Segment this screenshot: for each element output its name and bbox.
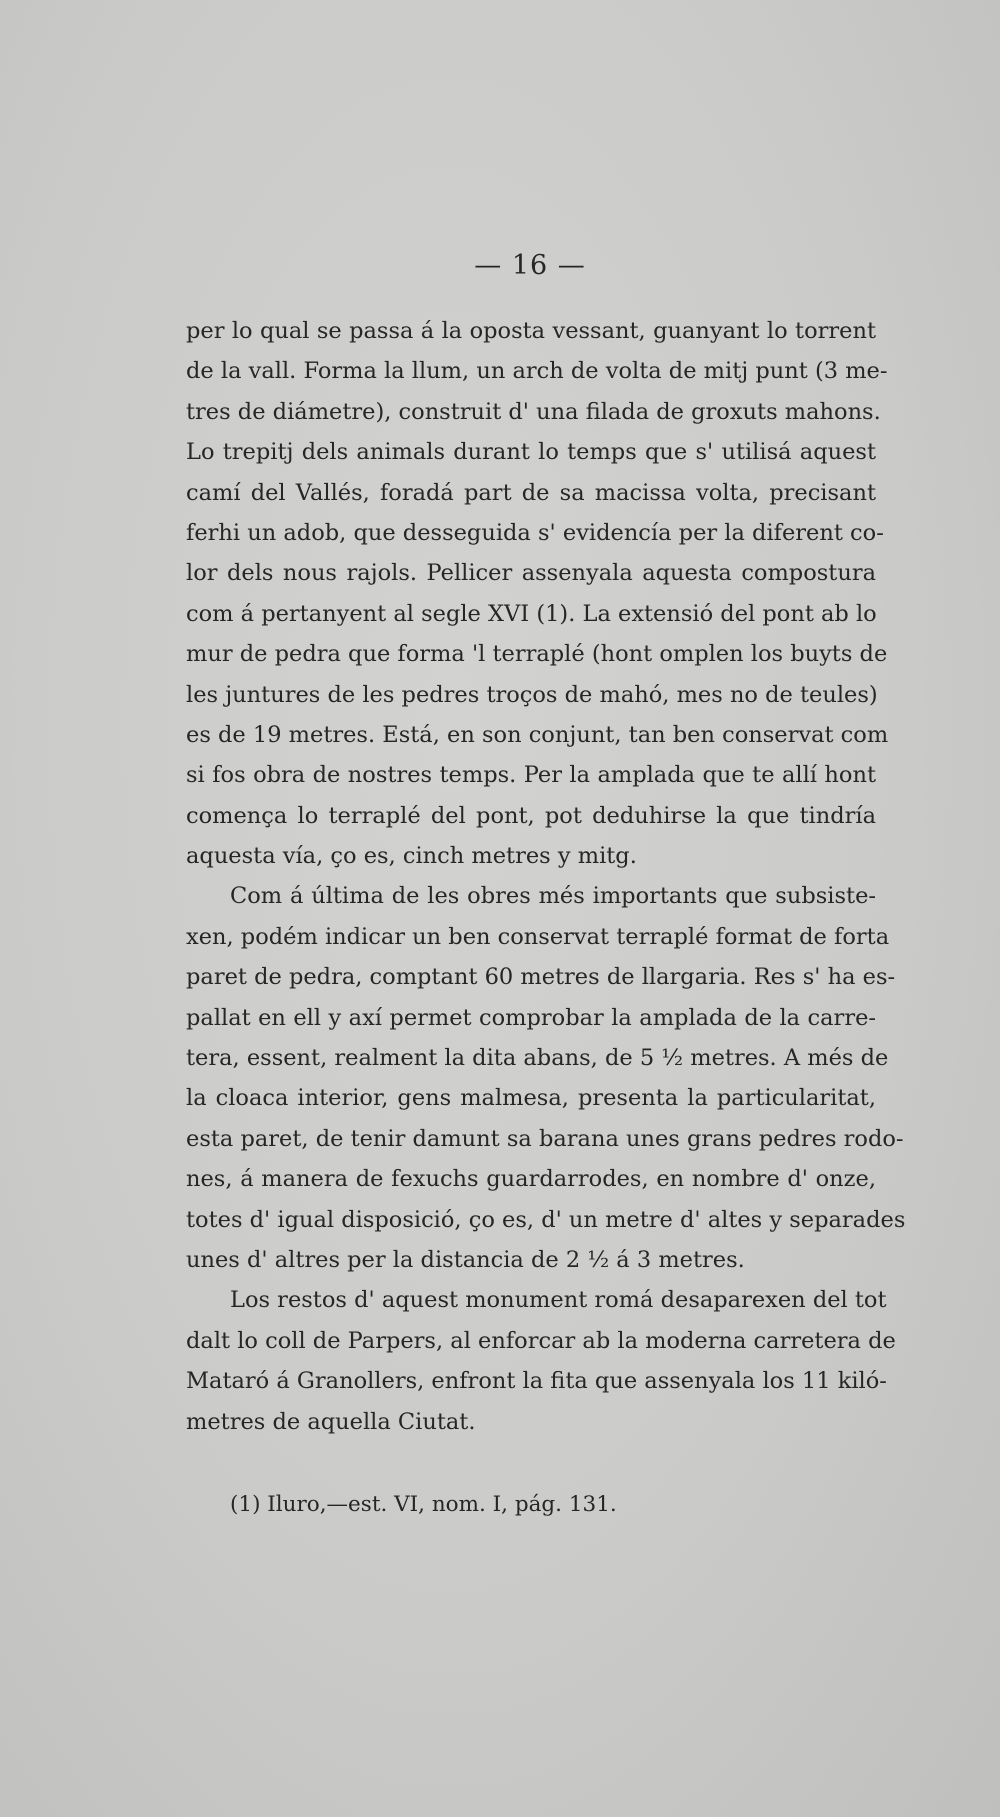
text-line: Lo trepitj dels animals durant lo temps que s' utilisá aquest <box>186 439 876 466</box>
text-line: camí del Vallés, foradá part de sa macissa volta, precisant <box>186 479 876 506</box>
text-line: tres de diámetre), construit d' una filada de groxuts mahons. <box>186 398 881 425</box>
text-line: si fos obra de nostres temps. Per la amplada que te allí hont <box>186 762 876 789</box>
paragraph <box>186 876 906 1280</box>
text-line: mur de pedra que forma 'l terraplé (hont omplen los buyts de <box>186 641 888 668</box>
text-line: comença lo terraplé del pont, pot deduhirse la que tindría <box>186 802 876 829</box>
text-line: tera, essent, realment la dita abans, de 5 ½ metres. A més de <box>186 1045 889 1072</box>
paragraph <box>186 1280 896 1442</box>
text-line: ferhi un adob, que desseguida s' evidencía per la diferent co- <box>186 519 884 546</box>
paragraph <box>186 311 889 876</box>
text-line: lor dels nous rajols. Pellicer assenyala aquesta compostura <box>186 560 876 587</box>
text-line: les juntures de les pedres troços de mahó, mes no de teules) <box>186 681 878 708</box>
text-line: Los restos d' aquest monument romá desaparexen del tot <box>230 1287 887 1314</box>
text-line: per lo qual se passa á la oposta vessant, guanyant lo torrent <box>186 318 876 344</box>
text-line: de la vall. Forma la llum, un arch de volta de mitj punt (3 me- <box>186 358 888 385</box>
body-text <box>186 311 906 1442</box>
text-line: esta paret, de tenir damunt sa barana unes grans pedres rodo- <box>186 1125 904 1152</box>
text-line: metres de aquella Ciutat. <box>186 1408 476 1435</box>
text-line: nes, á manera de fexuchs guardarrodes, en nombre d' onze, <box>186 1166 876 1193</box>
text-line: dalt lo coll de Parpers, al enforcar ab la moderna carretera de <box>186 1327 896 1354</box>
text-line: Mataró á Granollers, enfront la fita que assenyala los 11 kiló- <box>186 1368 887 1395</box>
text-line: com á pertanyent al segle XVI (1). La extensió del pont ab lo <box>186 600 877 627</box>
text-line: paret de pedra, comptant 60 metres de llargaria. Res s' ha es- <box>186 964 896 991</box>
text-line: unes d' altres per la distancia de 2 ½ á 3 metres. <box>186 1246 745 1273</box>
text-line: la cloaca interior, gens malmesa, presenta la particularitat, <box>186 1085 876 1112</box>
text-line: es de 19 metres. Está, en son conjunt, tan ben conservat com <box>186 721 889 748</box>
text-line: aquesta vía, ço es, cinch metres y mitg. <box>186 843 637 870</box>
text-line: xen, podém indicar un ben conservat terraplé format de forta <box>186 923 890 950</box>
text-line: totes d' igual disposició, ço es, d' un metre d' altes y separades <box>186 1206 906 1233</box>
page-number: — 16 — <box>474 250 586 281</box>
footnote: (1) Iluro,—est. VI, nom. I, pág. 131. <box>230 1492 617 1517</box>
text-line: Com á última de les obres més importants que subsiste- <box>230 883 876 910</box>
text-line: pallat en ell y axí permet comprobar la amplada de la carre- <box>186 1004 876 1031</box>
